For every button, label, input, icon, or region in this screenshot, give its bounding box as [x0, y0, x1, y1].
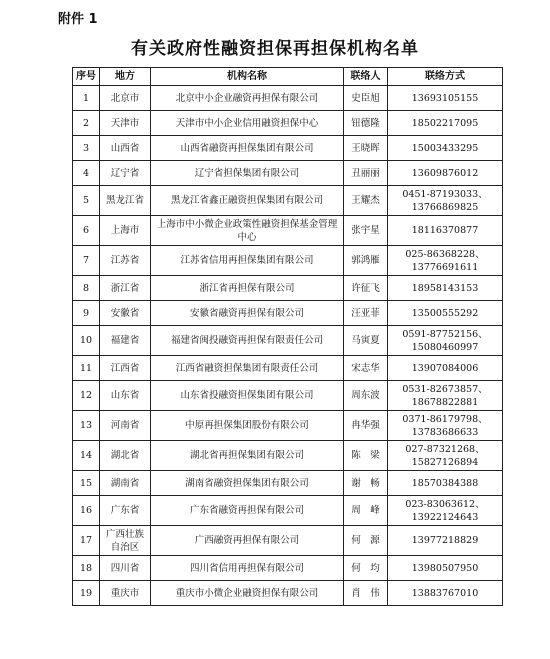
table-row [73, 186, 503, 216]
table-row [73, 86, 503, 111]
attachment-label: 附件 1 [58, 12, 98, 27]
table-row [73, 326, 503, 356]
cell-no: 3 [73, 136, 100, 161]
cell-no: 18 [73, 556, 100, 581]
cell-contact: 周 峰 [344, 496, 388, 526]
table-row [73, 411, 503, 441]
cell-region: 山西省 [100, 136, 151, 161]
cell-region: 河南省 [100, 411, 151, 441]
cell-no: 13 [73, 411, 100, 441]
cell-region: 重庆市 [100, 581, 151, 606]
cell-no: 11 [73, 356, 100, 381]
cell-phone: 13500555292 [388, 301, 503, 326]
table-row [73, 381, 503, 411]
table-header-row [73, 68, 503, 86]
header-phone: 联络方式 [388, 68, 503, 86]
table-row [73, 111, 503, 136]
cell-phone: 18570384388 [388, 471, 503, 496]
table-row [73, 301, 503, 326]
table-row [73, 496, 503, 526]
cell-phone: 13907084006 [388, 356, 503, 381]
cell-name: 福建省闽投融资再担保有限责任公司 [151, 326, 344, 356]
cell-region: 湖南省 [100, 471, 151, 496]
table-row [73, 526, 503, 556]
table-row [73, 216, 503, 246]
cell-name: 四川省信用再担保有限公司 [151, 556, 344, 581]
cell-contact: 郭鸿雁 [344, 246, 388, 276]
cell-contact: 宋志华 [344, 356, 388, 381]
cell-contact: 谢 畅 [344, 471, 388, 496]
cell-name: 浙江省再担保有限公司 [151, 276, 344, 301]
cell-phone: 023-83063612、 13922124643 [388, 496, 503, 526]
cell-name: 北京中小企业融资再担保有限公司 [151, 86, 344, 111]
cell-contact: 冉华强 [344, 411, 388, 441]
cell-contact: 丑丽丽 [344, 161, 388, 186]
cell-name: 中原再担保集团股份有限公司 [151, 411, 344, 441]
document-title: 有关政府性融资担保再担保机构名单 [131, 39, 419, 59]
cell-phone: 13980507950 [388, 556, 503, 581]
cell-phone: 0531-82673857、 18678822881 [388, 381, 503, 411]
table-row [73, 441, 503, 471]
cell-region: 山东省 [100, 381, 151, 411]
cell-phone: 18502217095 [388, 111, 503, 136]
table-row [73, 556, 503, 581]
cell-phone: 18116370877 [388, 216, 503, 246]
cell-contact: 汪亚菲 [344, 301, 388, 326]
cell-name: 江西省融资担保集团有限责任公司 [151, 356, 344, 381]
cell-name: 安徽省融资再担保有限公司 [151, 301, 344, 326]
cell-phone: 0591-87752156、 15080460997 [388, 326, 503, 356]
header-contact: 联络人 [344, 68, 388, 86]
cell-phone: 18958143153 [388, 276, 503, 301]
cell-region: 北京市 [100, 86, 151, 111]
cell-region: 浙江省 [100, 276, 151, 301]
cell-contact: 马寅夏 [344, 326, 388, 356]
cell-name: 山东省投融资担保集团有限公司 [151, 381, 344, 411]
cell-region: 江西省 [100, 356, 151, 381]
cell-no: 8 [73, 276, 100, 301]
cell-contact: 张宇星 [344, 216, 388, 246]
cell-name: 湖北省再担保集团有限公司 [151, 441, 344, 471]
cell-no: 12 [73, 381, 100, 411]
cell-region: 广东省 [100, 496, 151, 526]
cell-name: 辽宁省担保集团有限公司 [151, 161, 344, 186]
table-row [73, 276, 503, 301]
cell-name: 重庆市小微企业融资担保有限公司 [151, 581, 344, 606]
cell-region: 福建省 [100, 326, 151, 356]
cell-region: 湖北省 [100, 441, 151, 471]
cell-region: 安徽省 [100, 301, 151, 326]
cell-region: 四川省 [100, 556, 151, 581]
cell-name: 湖南省融资担保集团有限公司 [151, 471, 344, 496]
cell-phone: 13609876012 [388, 161, 503, 186]
cell-contact: 王耀杰 [344, 186, 388, 216]
cell-name: 上海市中小微企业政策性融资担保基金管理中心 [151, 216, 344, 246]
cell-phone: 15003433295 [388, 136, 503, 161]
table-body [73, 86, 503, 606]
cell-name: 广东省融资再担保有限公司 [151, 496, 344, 526]
cell-contact: 陈 梁 [344, 441, 388, 471]
cell-contact: 王晓晖 [344, 136, 388, 161]
cell-contact: 肖 伟 [344, 581, 388, 606]
cell-contact: 周东波 [344, 381, 388, 411]
header-no: 序号 [73, 68, 100, 86]
cell-no: 17 [73, 526, 100, 556]
cell-contact: 何 源 [344, 526, 388, 556]
table-row [73, 136, 503, 161]
cell-phone: 0451-87193033、 13766869825 [388, 186, 503, 216]
cell-no: 6 [73, 216, 100, 246]
cell-contact: 钮德隆 [344, 111, 388, 136]
table-row [73, 471, 503, 496]
cell-phone: 13883767010 [388, 581, 503, 606]
cell-region: 上海市 [100, 216, 151, 246]
cell-contact: 何 均 [344, 556, 388, 581]
cell-phone: 025-86368228、 13776691611 [388, 246, 503, 276]
cell-no: 1 [73, 86, 100, 111]
cell-no: 4 [73, 161, 100, 186]
cell-name: 山西省融资再担保集团有限公司 [151, 136, 344, 161]
cell-phone: 027-87321268、 15827126894 [388, 441, 503, 471]
cell-no: 15 [73, 471, 100, 496]
header-name: 机构名称 [151, 68, 344, 86]
cell-region: 天津市 [100, 111, 151, 136]
table-row [73, 246, 503, 276]
cell-name: 广西融资再担保有限公司 [151, 526, 344, 556]
cell-phone: 13693105155 [388, 86, 503, 111]
table-row [73, 161, 503, 186]
cell-no: 5 [73, 186, 100, 216]
cell-no: 9 [73, 301, 100, 326]
cell-phone: 0371-86179798、 13783686633 [388, 411, 503, 441]
cell-name: 江苏省信用再担保集团有限公司 [151, 246, 344, 276]
cell-no: 16 [73, 496, 100, 526]
header-region: 地方 [100, 68, 151, 86]
cell-contact: 史臣旭 [344, 86, 388, 111]
table-row [73, 356, 503, 381]
cell-no: 7 [73, 246, 100, 276]
cell-name: 黑龙江省鑫正融资担保集团有限公司 [151, 186, 344, 216]
agency-table [72, 67, 503, 606]
cell-no: 2 [73, 111, 100, 136]
table-row [73, 581, 503, 606]
cell-name: 天津市中小企业信用融资担保中心 [151, 111, 344, 136]
cell-no: 19 [73, 581, 100, 606]
cell-no: 14 [73, 441, 100, 471]
cell-contact: 许征飞 [344, 276, 388, 301]
cell-region: 黑龙江省 [100, 186, 151, 216]
cell-region: 辽宁省 [100, 161, 151, 186]
cell-region: 广西壮族自治区 [100, 526, 151, 556]
cell-phone: 13977218829 [388, 526, 503, 556]
cell-no: 10 [73, 326, 100, 356]
cell-region: 江苏省 [100, 246, 151, 276]
